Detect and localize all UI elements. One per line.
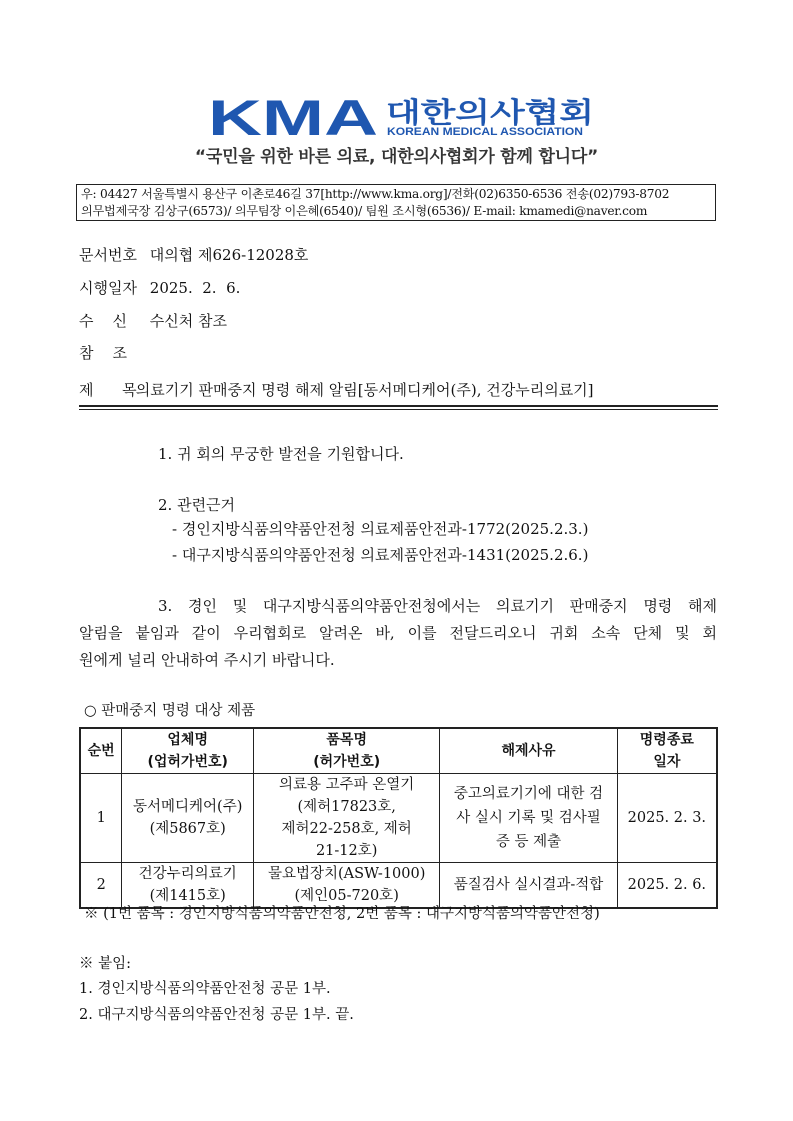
address-line-1: 우: 04427 서울특별시 용산구 이촌로46길 37[http://www.kma.org]/전화(02)6350-6536 전송(02)793-8702	[81, 187, 670, 201]
table-footnote: ※ (1번 품목 : 경인지방식품의약품안전청, 2번 품목 : 대구지방식품의약품안전청)	[84, 906, 600, 922]
product-line: 21-12호)	[315, 843, 378, 859]
company-name: 건강누리의료기	[138, 866, 237, 882]
row-company	[122, 774, 254, 863]
paragraph-2-title: 2. 관련근거	[158, 496, 236, 514]
slogan: “국민을 위한 바른 의료, 대한의사협회가 함께 합니다”	[194, 147, 599, 167]
doc-number: 대의협 제626-12028호	[149, 246, 309, 264]
product-table	[79, 727, 718, 909]
header-end-date-2: 일자	[653, 754, 681, 770]
header-end-date-1: 명령종료	[639, 732, 694, 748]
row-no: 1	[80, 774, 122, 863]
product-line: 물요법장치(ASW-1000)	[267, 866, 426, 882]
row-end-date: 2025. 2. 6.	[617, 863, 717, 909]
company-name: 동서메디케어(주)	[133, 799, 243, 815]
kma-logo	[208, 92, 598, 138]
reference-item: - 대구지방식품의약품안전청 의료제품안전과-1431(2025.2.6.)	[172, 546, 589, 564]
recipient-row	[79, 310, 227, 331]
header-product-license: (허가번호)	[313, 754, 381, 770]
address-box	[76, 184, 716, 221]
doc-number-row	[79, 244, 308, 265]
reason-line: 중고의료기기에 대한 검	[453, 786, 604, 802]
row-end-date: 2025. 2. 3.	[617, 774, 717, 863]
divider	[79, 409, 718, 410]
recipient-label: 수 신	[79, 312, 128, 330]
attachment-item: 1. 경인지방식품의약품안전청 공문 1부.	[79, 981, 331, 997]
company-license: (제5867호)	[149, 821, 226, 837]
paragraph-3-line: 알림을 붙임과 같이 우리협회로 알려온 바, 이를 전달드리오니 귀회 소속 단체 및 회	[79, 624, 717, 642]
subject-label: 제 목	[79, 381, 137, 399]
row-reason	[440, 774, 617, 863]
subject-row	[79, 379, 594, 400]
product-line: (제인05-720호)	[294, 888, 399, 904]
reason-line: 증 등 제출	[495, 834, 562, 850]
header-product	[253, 728, 439, 774]
reference-item: - 경인지방식품의약품안전청 의료제품안전과-1772(2025.2.3.)	[172, 520, 589, 538]
attachment-item: 2. 대구지방식품의약품안전청 공문 1부. 끝.	[79, 1007, 354, 1023]
reference-label: 참 조	[79, 344, 128, 362]
header-company	[122, 728, 254, 774]
paragraph-3-line: 원에게 널리 안내하여 주시기 바랍니다.	[79, 651, 335, 669]
paragraph-1: 1. 귀 회의 무궁한 발전을 기원합니다.	[158, 445, 404, 463]
header-company-name: 업체명	[167, 732, 208, 748]
reason-line: 품질검사 실시결과-적합	[453, 877, 604, 893]
date: 2025. 2. 6.	[149, 279, 241, 297]
subject: 의료기기 판매중지 명령 해제 알림[동서메디케어(주), 건강누리의료기]	[135, 381, 594, 399]
header-reason: 해제사유	[440, 728, 617, 774]
header-company-license: (업허가번호)	[147, 754, 228, 770]
header-end-date	[617, 728, 717, 774]
row-product	[253, 774, 439, 863]
reference-row	[79, 342, 145, 363]
header-no: 순번	[80, 728, 122, 774]
date-label: 시행일자	[79, 279, 137, 297]
paragraph-3	[79, 593, 717, 674]
table-title: ○ 판매중지 명령 대상 제품	[84, 703, 256, 719]
row-no: 2	[80, 863, 122, 909]
divider	[79, 405, 718, 407]
org-name-ko: 대한의사협회	[386, 96, 594, 129]
doc-number-label: 문서번호	[79, 246, 137, 264]
header-product-name: 품목명	[326, 732, 367, 748]
reason-line: 사 실시 기록 및 검사필	[456, 810, 601, 826]
product-line: 제허22-258호, 제허	[281, 821, 412, 837]
kma-logo-mark: KMA	[208, 92, 378, 138]
product-line: 의료용 고주파 온열기	[279, 777, 415, 793]
table-header-row	[80, 728, 717, 774]
org-name-en: KOREAN MEDICAL ASSOCIATION	[387, 126, 584, 138]
table-row	[80, 774, 717, 863]
attachment-title: ※ 붙임:	[79, 956, 132, 972]
product-line: (제허17823호,	[297, 799, 396, 815]
date-row	[79, 277, 240, 298]
address-line-2: 의무법제국장 김상구(6573)/ 의무팀장 이은혜(6540)/ 팀원 조시형(6536)/ E-mail: kmamedi@naver.com	[81, 204, 648, 218]
paragraph-3-line: 3. 경인 및 대구지방식품의약품안전청에서는 의료기기 판매중지 명령 해제	[158, 597, 717, 615]
company-license: (제1415호)	[149, 888, 226, 904]
recipient: 수신처 참조	[149, 312, 227, 330]
